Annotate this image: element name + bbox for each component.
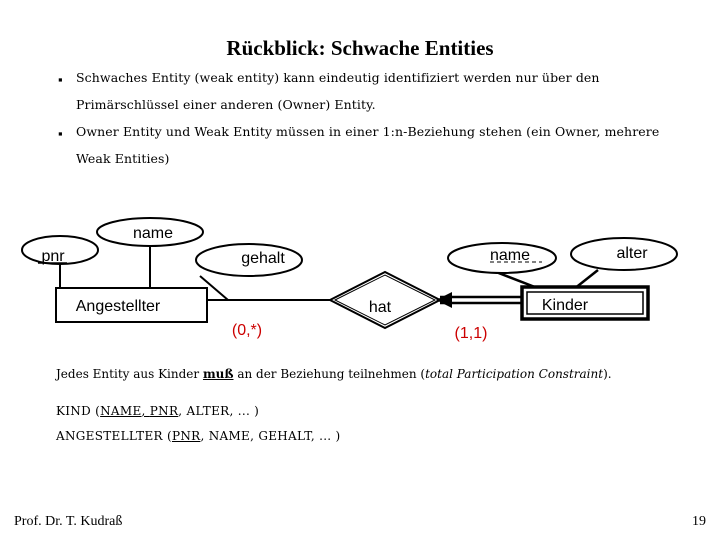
note-emphasis: muß [202, 367, 234, 381]
schema-kind [56, 404, 259, 418]
footer-author: Prof. Dr. T. Kudraß [14, 514, 123, 529]
label-name-left: name [132, 225, 174, 242]
schema-text: , ALTER, ... ) [178, 404, 260, 418]
participation-note [56, 367, 612, 381]
label-kinder: Kinder [541, 297, 589, 314]
key-attribute: PNR [149, 404, 179, 418]
bullet-owner-relationship: Owner Entity und Weak Entity müssen in einer 1:n-Beziehung stehen (ein Owner, mehrere Weak Entities) [76, 124, 660, 166]
schema-text: , NAME, GEHALT, ... ) [200, 429, 341, 443]
label-alter: alter [616, 245, 648, 262]
label-name-right: name [489, 247, 531, 264]
note-text: ). [603, 367, 612, 381]
note-italic: total Participation Constraint [425, 367, 604, 381]
bullet-marker: ▪ [58, 72, 63, 87]
label-hat: hat [368, 299, 392, 316]
label-angestellter: Angestellter [75, 298, 161, 315]
label-pnr: pnr [41, 248, 65, 265]
schema-text: KIND ( [56, 404, 101, 418]
slide-title: Rückblick: Schwache Entities [226, 36, 494, 60]
key-separator: , [141, 404, 150, 418]
schema-text: ANGESTELLTER ( [56, 429, 172, 443]
cardinality-weak: (1,1) [454, 325, 488, 342]
bullet-weak-entity-definition: Schwaches Entity (weak entity) kann eindeutig identifiziert werden nur über den Primärschlüssel einer anderen (Owner) Entity. [76, 70, 600, 112]
key-attribute: PNR [171, 429, 201, 443]
note-text: Jedes Entity aus Kinder [56, 367, 203, 381]
arrow-head-icon [436, 292, 452, 308]
label-gehalt: gehalt [241, 250, 285, 267]
page-number: 19 [692, 514, 706, 529]
bullet-marker: ▪ [58, 126, 63, 141]
cardinality-owner: (0,*) [231, 322, 263, 339]
schema-angestellter [56, 429, 341, 443]
note-text: an der Beziehung teilnehmen ( [233, 367, 426, 381]
key-attribute: NAME [100, 404, 142, 418]
